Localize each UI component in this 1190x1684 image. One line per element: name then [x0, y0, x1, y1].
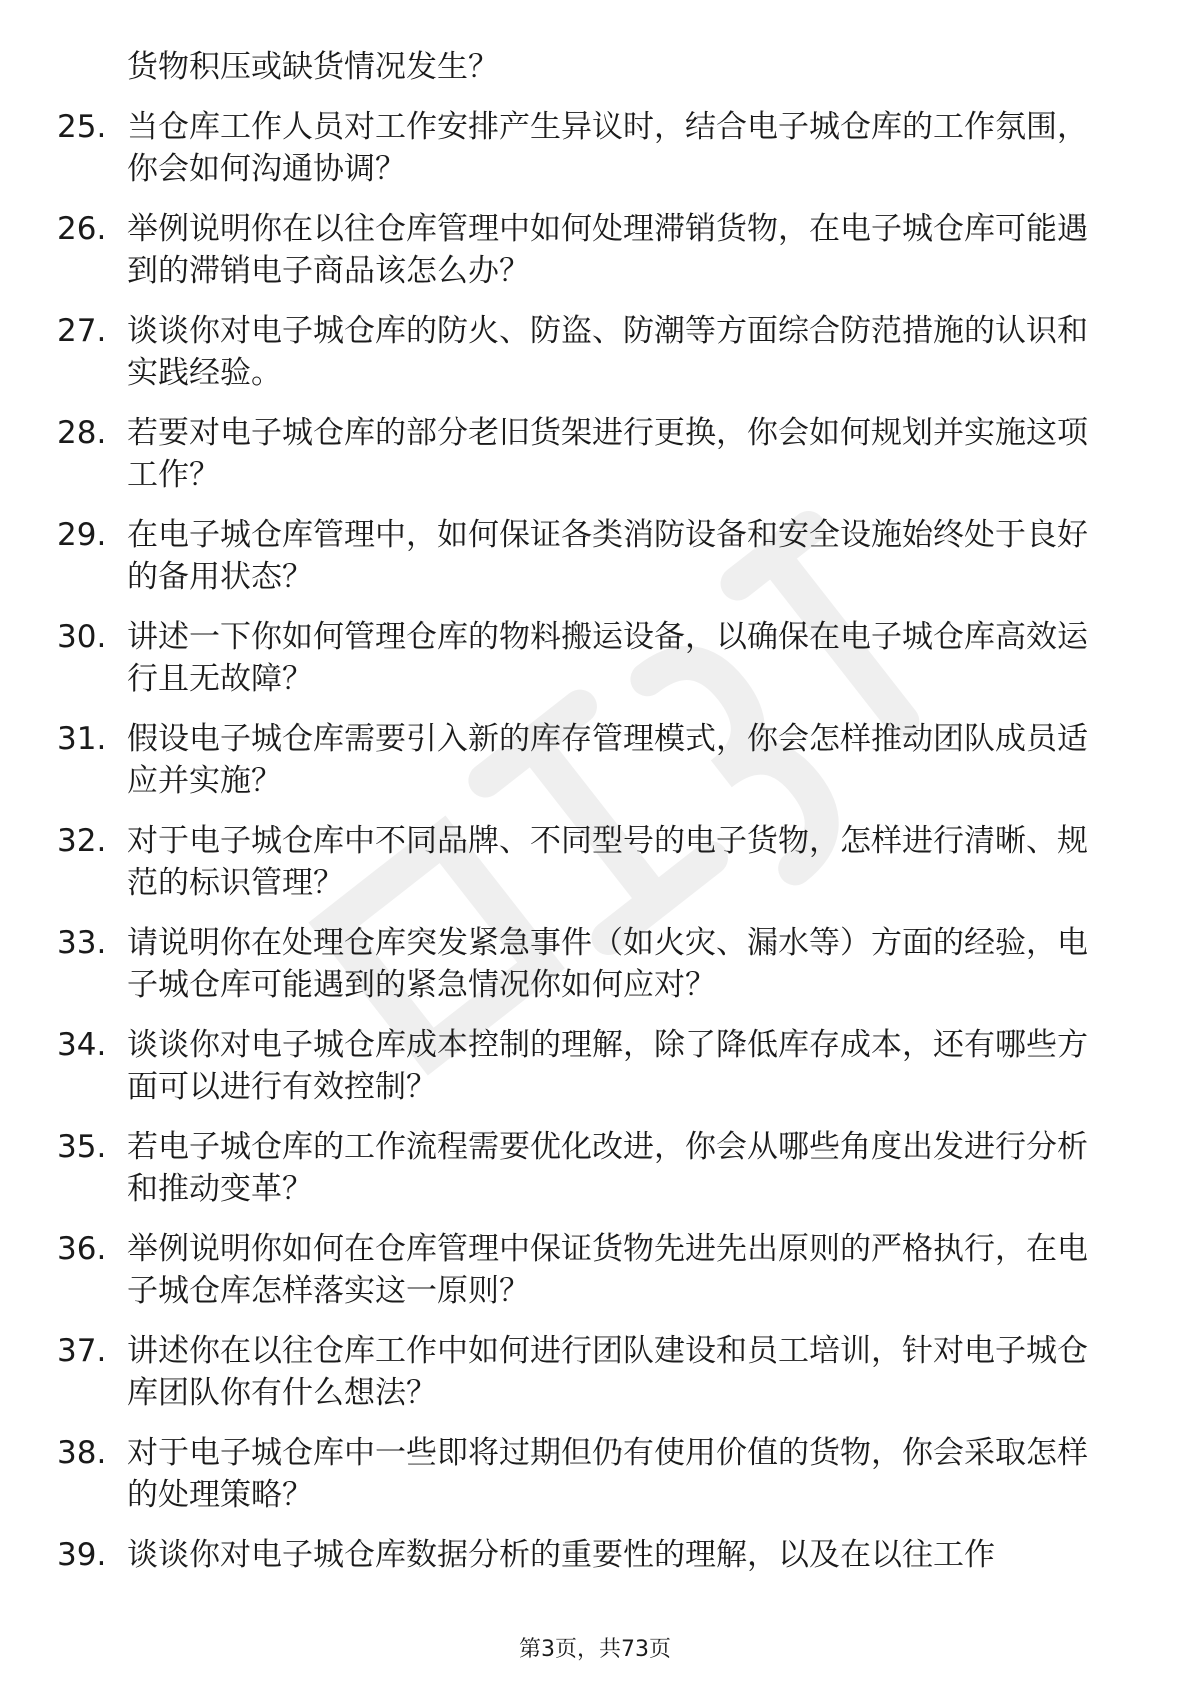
list-item: [57, 310, 1137, 394]
question-number: 38.: [57, 1435, 107, 1471]
question-number: 39.: [57, 1537, 107, 1573]
question-text: 当仓库工作人员对工作安排产生异议时，结合电子城仓库的工作氛围，你会如何沟通协调？: [127, 109, 1088, 187]
list-item-continuation: [57, 46, 1137, 88]
question-number: 37.: [57, 1333, 107, 1369]
question-text: 假设电子城仓库需要引入新的库存管理模式，你会怎样推动团队成员适应并实施？: [127, 721, 1088, 799]
list-item: [57, 514, 1137, 598]
list-item: [57, 718, 1137, 802]
question-text: 讲述一下你如何管理仓库的物料搬运设备，以确保在电子城仓库高效运行且无故障？: [127, 619, 1088, 697]
question-list: [0, 46, 1190, 1594]
question-number: 34.: [57, 1027, 107, 1063]
question-text: 若要对电子城仓库的部分老旧货架进行更换，你会如何规划并实施这项工作？: [127, 415, 1088, 493]
question-number: 25.: [57, 109, 107, 145]
question-text: 谈谈你对电子城仓库成本控制的理解，除了降低库存成本，还有哪些方面可以进行有效控制？: [127, 1027, 1088, 1105]
question-number: 26.: [57, 211, 107, 247]
question-number: 32.: [57, 823, 107, 859]
list-item: [57, 1432, 1137, 1516]
question-text: 举例说明你如何在仓库管理中保证货物先进先出原则的严格执行，在电子城仓库怎样落实这一原则？: [127, 1231, 1088, 1309]
question-text: 谈谈你对电子城仓库数据分析的重要性的理解，以及在以往工作: [127, 1537, 995, 1573]
list-item: [57, 1126, 1137, 1210]
question-text: 若电子城仓库的工作流程需要优化改进，你会从哪些角度出发进行分析和推动变革？: [127, 1129, 1088, 1207]
list-item: [57, 1228, 1137, 1312]
question-number: 36.: [57, 1231, 107, 1267]
question-text: 在电子城仓库管理中，如何保证各类消防设备和安全设施始终处于良好的备用状态？: [127, 517, 1088, 595]
question-text: 讲述你在以往仓库工作中如何进行团队建设和员工培训，针对电子城仓库团队你有什么想法？: [127, 1333, 1088, 1411]
list-item: [57, 1024, 1137, 1108]
question-text: 对于电子城仓库中不同品牌、不同型号的电子货物，怎样进行清晰、规范的标识管理？: [127, 823, 1088, 901]
list-item: [57, 412, 1137, 496]
question-text: 举例说明你在以往仓库管理中如何处理滞销货物，在电子城仓库可能遇到的滞销电子商品该怎么办？: [127, 211, 1088, 289]
question-number: 31.: [57, 721, 107, 757]
question-number: 28.: [57, 415, 107, 451]
question-number: 30.: [57, 619, 107, 655]
question-number: 35.: [57, 1129, 107, 1165]
question-text: 对于电子城仓库中一些即将过期但仍有使用价值的货物，你会采取怎样的处理策略？: [127, 1435, 1088, 1513]
page-number-footer: 第3页，共73页: [519, 1637, 671, 1662]
question-text: 货物积压或缺货情况发生？: [127, 49, 499, 85]
question-text: 谈谈你对电子城仓库的防火、防盗、防潮等方面综合防范措施的认识和实践经验。: [127, 313, 1088, 391]
list-item: [57, 1534, 1137, 1576]
list-item: [57, 1330, 1137, 1414]
list-item: [57, 208, 1137, 292]
question-number: 29.: [57, 517, 107, 553]
question-number: 27.: [57, 313, 107, 349]
list-item: [57, 820, 1137, 904]
question-text: 请说明你在处理仓库突发紧急事件（如火灾、漏水等）方面的经验，电子城仓库可能遇到的紧急情况你如何应对？: [127, 925, 1088, 1003]
question-number: 33.: [57, 925, 107, 961]
list-item: [57, 616, 1137, 700]
list-item: [57, 922, 1137, 1006]
list-item: [57, 106, 1137, 190]
